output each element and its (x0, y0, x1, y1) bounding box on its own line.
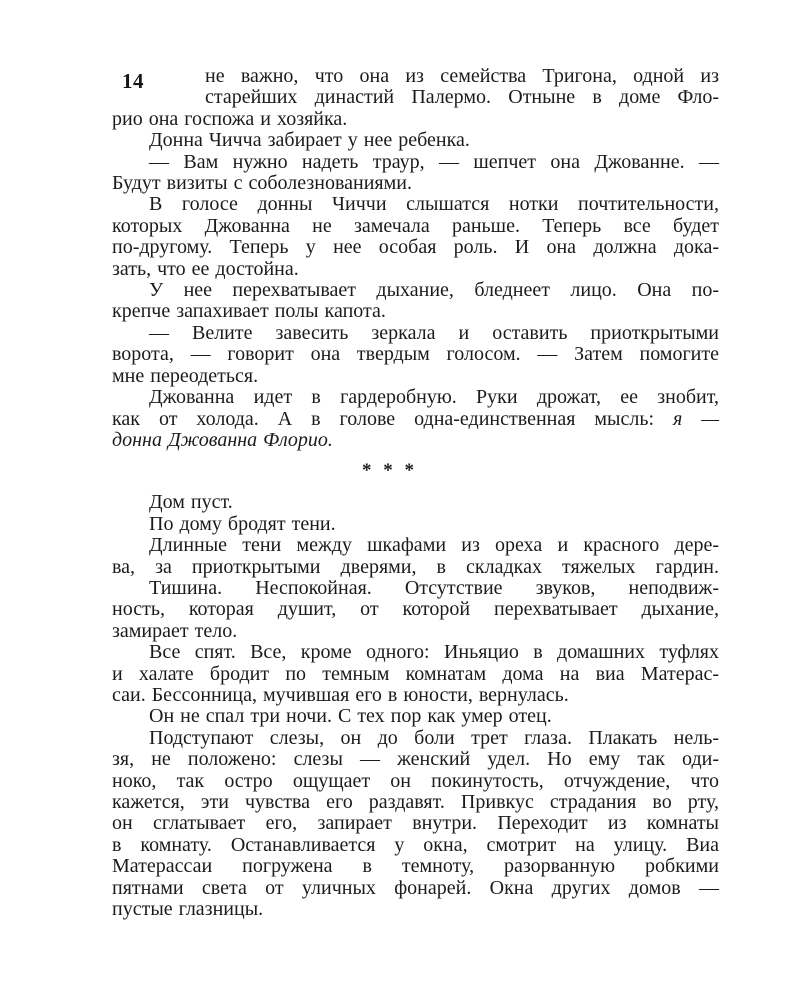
page-body (112, 66, 719, 920)
text-line: по-другому. Теперь у нее особая роль. И она должна дока- (112, 236, 719, 259)
italic-text-segment: я — (672, 407, 719, 430)
text-line: Длинные тени между шкафами из ореха и красного дере- (149, 534, 719, 557)
text-line: рио она госпожа и хозяйка. (112, 107, 348, 130)
text-line (112, 409, 719, 430)
paragraph (112, 323, 719, 387)
paragraph (112, 280, 719, 323)
text-segment: как от холода. А в голове одна-единственная мысль: (112, 407, 673, 430)
paragraph (112, 194, 719, 280)
text-line: которых Джованна не замечала раньше. Теперь все будет (112, 214, 719, 237)
text-line: Джованна идет в гардеробную. Руки дрожат, ее знобит, (149, 386, 719, 409)
paragraph (112, 578, 719, 642)
text-line: старейших династий Палермо. Отныне в доме Фло- (205, 86, 719, 109)
text-line: не важно, что она из семейства Тригона, одной из (205, 65, 719, 87)
text-line: в комнату. Останавливается у окна, смотрит на улицу. Виа (112, 833, 719, 856)
text-line: Дом пуст. (149, 491, 233, 514)
text-line: ноко, так остро ощущает он покинутость, отчуждение, что (112, 769, 719, 792)
section-separator: * * * (362, 460, 414, 482)
paragraph (112, 514, 719, 535)
text-line: Донна Чичча забирает у нее ребенка. (149, 129, 470, 152)
paragraph (112, 492, 719, 513)
text-line: ность, которая душит, от которой перехватывает дыхание, (112, 598, 719, 621)
paragraph (112, 387, 719, 451)
text-line: он сглатывает его, запирает внутри. Переходит из комнаты (112, 812, 719, 835)
text-line: В голосе донны Чиччи слышатся нотки почтительности, (149, 193, 719, 216)
text-line: зя, не положено: слезы — женский удел. Но ему так оди- (112, 748, 719, 771)
text-line: зать, что ее достойна. (112, 257, 299, 280)
text-line: По дому бродят тени. (149, 512, 336, 535)
text-line: Все спят. Все, кроме одного: Иньяцио в домашних туфлях (149, 641, 719, 664)
text-line: мне переодеться. (112, 364, 259, 387)
text-line: — Велите завесить зеркала и оставить приоткрытыми (149, 321, 719, 344)
text-line: крепче запахивает полы капота. (112, 300, 386, 323)
text-line: — Вам нужно надеть траур, — шепчет она Джованне. — (149, 150, 719, 173)
text-line: и халате бродит по темным комнатам дома на виа Матерас- (112, 662, 719, 685)
paragraph (112, 152, 719, 195)
page-number: 14 (122, 69, 144, 93)
paragraph (112, 535, 719, 578)
text-line: Подступают слезы, он до боли трет глаза. Плакать нель- (149, 726, 719, 749)
paragraph (112, 130, 719, 151)
text-line: пятнами света от уличных фонарей. Окна других домов — (112, 876, 719, 899)
text-line: ворота, — говорит она твердым голосом. — Затем помогите (112, 343, 719, 366)
text-line: Тишина. Неспокойная. Отсутствие звуков, неподвиж- (149, 576, 719, 599)
text-line: саи. Бессонница, мучившая его в юности, вернулась. (112, 683, 569, 706)
paragraph (112, 728, 719, 921)
paragraph (112, 66, 719, 130)
text-line: донна Джованна Флорио. (112, 428, 333, 451)
paragraph (112, 706, 719, 727)
text-line: Будут визиты с соболезнованиями. (112, 172, 412, 195)
text-line: Матерассаи погружена в темноту, разорванную робкими (112, 855, 719, 878)
text-line: кажется, эти чувства его раздавят. Привкус страдания во рту, (112, 791, 719, 813)
text-line: Он не спал три ночи. С тех пор как умер отец. (149, 705, 552, 728)
text-line: ва, за приоткрытыми дверями, в складках тяжелых гардин. (112, 555, 719, 578)
text-line: пустые глазницы. (112, 898, 264, 921)
text-line: У нее перехватывает дыхание, бледнеет лицо. Она по- (149, 279, 719, 302)
paragraph (112, 642, 719, 706)
text-line: замирает тело. (112, 619, 238, 642)
